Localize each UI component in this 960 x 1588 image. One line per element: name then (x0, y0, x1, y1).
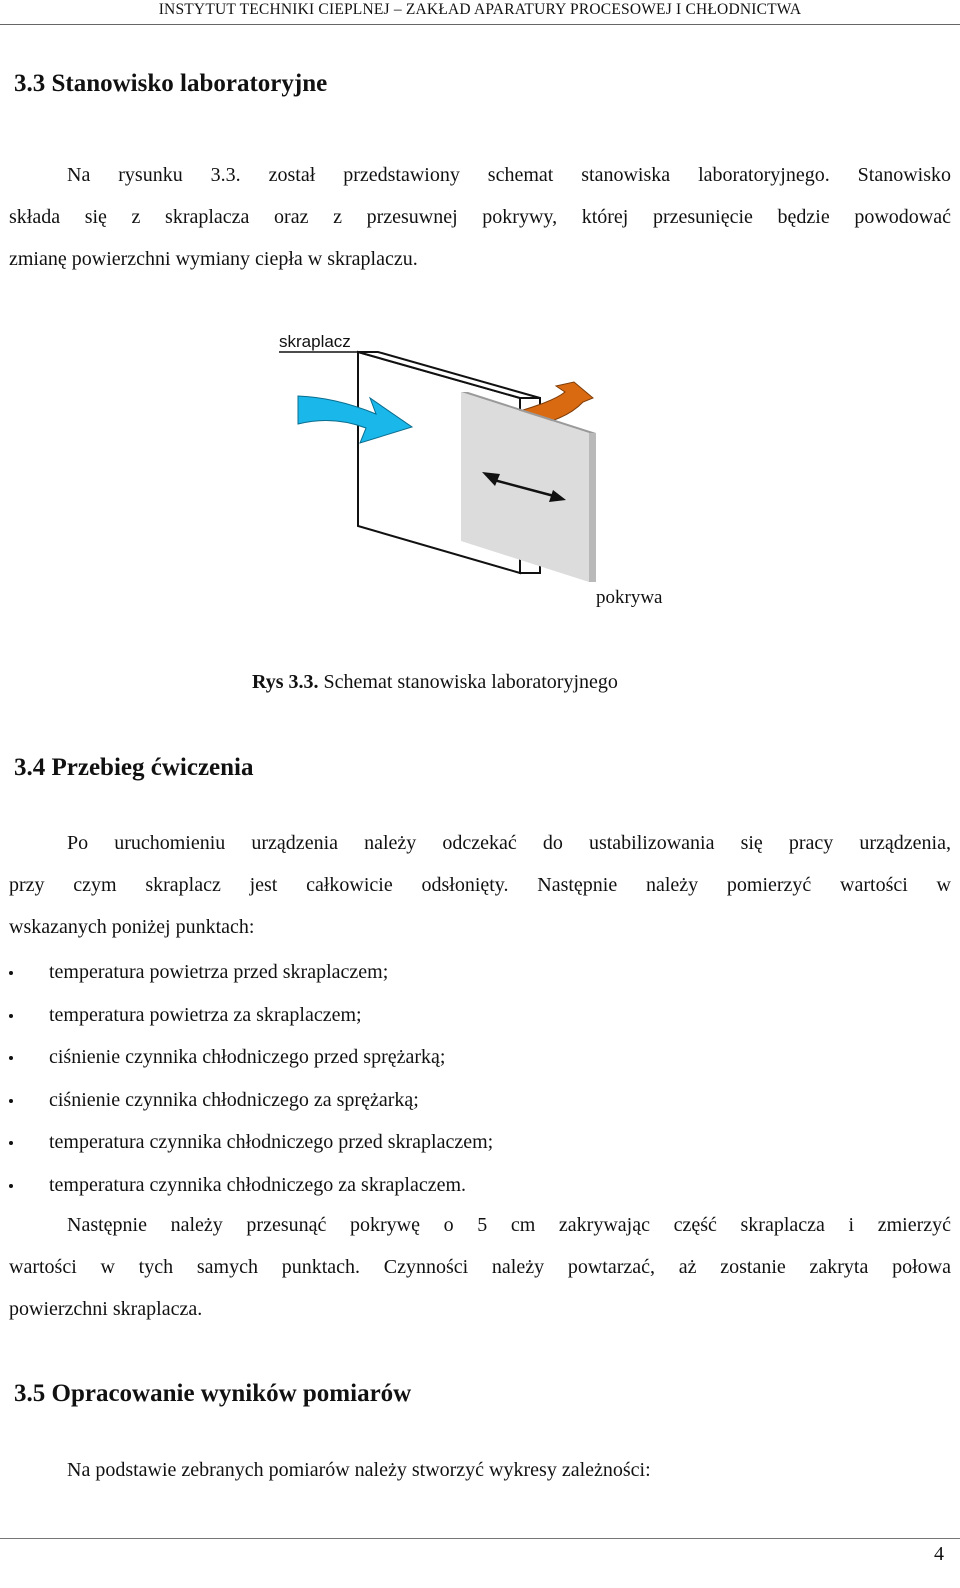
list-item: temperatura powietrza przed skraplaczem; (9, 951, 493, 994)
bullet-icon (9, 971, 13, 975)
header-rule (0, 24, 960, 25)
paragraph-line: Na podstawie zebranych pomiarów należy stworzyć wykresy zależności: (67, 1459, 651, 1481)
bullet-icon (9, 1099, 13, 1103)
list-item: temperatura czynnika chłodniczego za skraplaczem. (9, 1164, 493, 1207)
caption-number: Rys 3.3. (252, 671, 319, 693)
paragraph-line: wartości w tych samych punktach. Czynności należy powtarzać, aż zostanie zakryta połowa (9, 1256, 951, 1278)
paragraph-line: zmianę powierzchni wymiany ciepła w skraplaczu. (9, 248, 418, 270)
bullet-icon (9, 1184, 13, 1188)
paragraph-line: wskazanych poniżej punktach: (9, 916, 255, 938)
list-item: ciśnienie czynnika chłodniczego za sprężarką; (9, 1079, 493, 1122)
section-title-3-3: 3.3 Stanowisko laboratoryjne (14, 70, 328, 97)
bullet-icon (9, 1056, 13, 1060)
footer-rule (0, 1538, 960, 1539)
page-number: 4 (934, 1543, 944, 1565)
paragraph-3-3 (9, 154, 951, 280)
list-item: ciśnienie czynnika chłodniczego przed sprężarką; (9, 1036, 493, 1079)
paragraph-line: składa się z skraplacza oraz z przesuwnej pokrywy, której przesunięcie będzie powodować (9, 206, 951, 228)
figure-caption (252, 671, 618, 694)
label-skraplacz: skraplacz (279, 332, 351, 351)
bullet-icon (9, 1014, 13, 1018)
measurement-points-list (9, 951, 493, 1207)
section-title-3-4: 3.4 Przebieg ćwiczenia (14, 754, 254, 781)
bullet-icon (9, 1141, 13, 1145)
paragraph-line: Po uruchomieniu urządzenia należy odczekać do ustabilizowania się pracy urządzenia, (67, 832, 951, 854)
paragraph-3-5 (9, 1449, 951, 1491)
section-title-3-5: 3.5 Opracowanie wyników pomiarów (14, 1380, 412, 1407)
paragraph-3-4-outro (9, 1204, 951, 1330)
paragraph-line: przy czym skraplacz jest całkowicie odsłonięty. Następnie należy pomierzyć wartości w (9, 874, 951, 896)
lab-setup-diagram (0, 320, 960, 620)
paragraph-line: Następnie należy przesunąć pokrywę o 5 cm zakrywając część skraplacza i zmierzyć (67, 1214, 951, 1236)
paragraph-line: Na rysunku 3.3. został przedstawiony schemat stanowiska laboratoryjnego. Stanowisko (67, 164, 951, 186)
header-institution: INSTYTUT TECHNIKI CIEPLNEJ – ZAKŁAD APARATURY PROCESOWEJ I CHŁODNICTWA (158, 1, 802, 18)
label-pokrywa: pokrywa (596, 587, 663, 608)
caption-text: Schemat stanowiska laboratoryjnego (323, 671, 618, 693)
paragraph-3-4-intro (9, 822, 951, 948)
list-item: temperatura powietrza za skraplaczem; (9, 994, 493, 1037)
list-item: temperatura czynnika chłodniczego przed skraplaczem; (9, 1121, 493, 1164)
paragraph-line: powierzchni skraplacza. (9, 1298, 203, 1320)
